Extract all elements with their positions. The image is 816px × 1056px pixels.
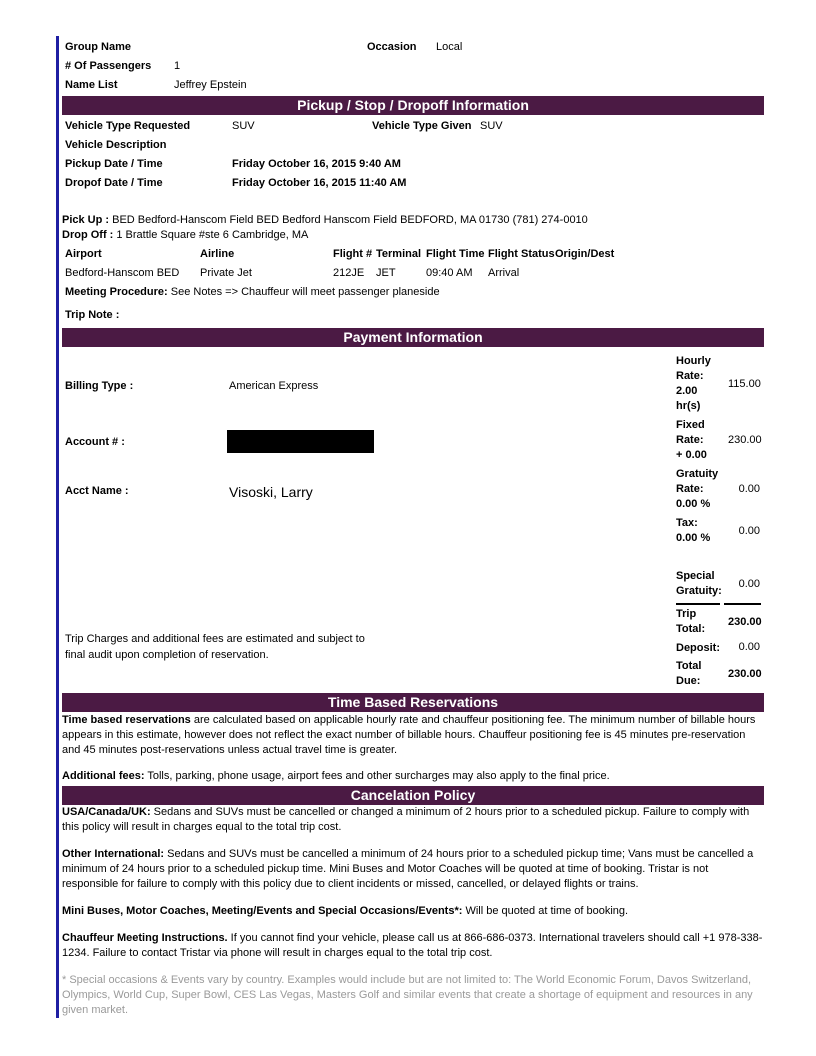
trip-total-value: 230.00 [728,616,762,628]
pick-up-label: Pick Up : [62,214,110,226]
flight-cell-airline: Private Jet [200,267,252,279]
vehicle-given-value: SUV [480,120,503,132]
special-gratuity-label: Special Gratuity: [676,570,722,597]
flight-header-airport: Airport [65,248,102,260]
vehicle-requested-label: Vehicle Type Requested [65,120,191,132]
drop-off-address [62,228,308,242]
flight-header-terminal: Terminal [376,248,422,260]
total-divider-left [676,603,720,605]
tax-label: Tax: 0.00 % [676,517,711,544]
additional-fees-paragraph: Additional fees: Tolls, parking, phone usage, airport fees and other surcharges may also apply to the final price. [62,770,610,782]
pickup-section-header: Pickup / Stop / Dropoff Information [62,96,764,115]
dropoff-datetime-label: Dropof Date / Time [65,177,163,189]
pickup-datetime-value: Friday October 16, 2015 9:40 AM [232,158,401,170]
tax-value: 0.00 [738,525,760,537]
dropoff-datetime-value: Friday October 16, 2015 11:40 AM [232,177,407,189]
flight-cell-flight-time: 09:40 AM [426,267,473,279]
meeting-procedure-value: See Notes => Chauffeur will meet passenger planeside [167,286,440,298]
trip-note-label: Trip Note : [65,309,120,321]
pick-up-address [62,213,588,227]
drop-off-label: Drop Off : [62,229,114,241]
special-gratuity-value: 0.00 [738,578,760,590]
gratuity-rate-value: 0.00 [738,483,760,495]
passengers-label: # Of Passengers [65,60,152,72]
flight-cell-airport: Bedford-Hanscom BED [65,267,180,279]
disclaimer-line-2: final audit upon completion of reservation. [65,649,269,661]
vehicle-requested-value: SUV [232,120,255,132]
deposit-value: 0.00 [738,641,760,653]
flight-cell-flight-status: Arrival [488,267,520,279]
occasion-value: Local [436,41,463,53]
hourly-rate-label: Hourly Rate: 2.00 hr(s) [676,355,711,412]
flight-header-flight-number: Flight # [333,248,373,260]
total-divider-right [724,603,761,605]
disclaimer-line-1: Trip Charges and additional fees are estimated and subject to [65,633,365,645]
deposit-label: Deposit: [676,642,720,654]
vehicle-given-label: Vehicle Type Given [372,120,472,132]
group-name-label: Group Name [65,41,132,53]
hourly-rate-value: 115.00 [728,378,761,390]
occasion-label: Occasion [367,41,417,53]
meeting-procedure [65,285,440,299]
total-due-value: 230.00 [728,668,762,680]
flight-cell-flight-number: 212JE [333,267,365,279]
pickup-datetime-label: Pickup Date / Time [65,158,163,170]
time-based-section-header: Time Based Reservations [62,693,764,712]
name-list-value: Jeffrey Epstein [174,79,247,91]
flight-header-airline: Airline [200,248,235,260]
payment-section-header: Payment Information [62,328,764,347]
billing-type-value: American Express [229,380,319,392]
total-due-label: Total Due: [676,660,702,687]
chauffeur-meeting-paragraph: Chauffeur Meeting Instructions. If you cannot find your vehicle, please call us at 866-686-0373. International travelers should call +1 978-338-1234. Failure to contact Tristar via phone will result in charges equal to the total trip cost. [62,932,763,959]
flight-header-flight-status: Flight Status [488,248,555,260]
flight-header-flight-time: Flight Time [426,248,485,260]
fixed-rate-value: 230.00 [728,434,762,446]
vehicle-description-label: Vehicle Description [65,139,167,151]
pick-up-value: BED Bedford-Hanscom Field BED Bedford Hanscom Field BEDFORD, MA 01730 (781) 274-0010 [109,214,588,226]
passengers-value: 1 [174,60,181,72]
meeting-procedure-label: Meeting Procedure: [65,286,168,298]
fixed-rate-label: Fixed Rate: + 0.00 [676,419,707,461]
special-occasions-footnote: * Special occasions & Events vary by country. Examples would include but are not limited to: The World Economic Forum, Davos Switzerland, Olympics, World Cup, Super Bowl, CES Las Vegas, Masters Golf and similar events that create a shortage of equipment and resources in any given market. [62,974,753,1016]
name-list-label: Name List [65,79,118,91]
mini-buses-paragraph: Mini Buses, Motor Coaches, Meeting/Events and Special Occasions/Events*: Will be quoted at time of booking. [62,905,629,917]
billing-type-label: Billing Type : [65,380,134,392]
acct-name-label: Acct Name : [65,485,129,497]
flight-header-origin-dest: Origin/Dest [555,248,615,260]
flight-cell-terminal: JET [376,267,396,279]
cancelation-section-header: Cancelation Policy [62,786,764,805]
drop-off-value: 1 Brattle Square #ste 6 Cambridge, MA [113,229,309,241]
acct-name-value: Visoski, Larry [229,484,313,500]
usa-canada-uk-paragraph: USA/Canada/UK: Sedans and SUVs must be cancelled or changed a minimum of 2 hours prior to a scheduled pickup. Failure to comply with this policy will result in charges equal to the total trip cost. [62,806,750,833]
gratuity-rate-label: Gratuity Rate: 0.00 % [676,468,719,510]
trip-total-label: Trip Total: [676,608,706,635]
account-number-label: Account # : [65,436,125,448]
time-based-paragraph: Time based reservations are calculated based on applicable hourly rate and chauffeur positioning fee. The minimum number of billable hours appears in this estimate, however does not reflect the exact number of billable hours. Chauffeur positioning fee is 45 minutes pre-reservation and 45 minutes post-reservations unless actual travel time is greater. [62,714,756,756]
other-international-paragraph: Other International: Sedans and SUVs must be cancelled a minimum of 24 hours prior to a scheduled pickup time; Vans must be cancelled a minimum of 24 hours prior to a scheduled pickup time. Mini Buses and Motor Coaches will be quoted at time of booking. Tristar is not responsible for failure to comply with this policy due to client incidents or missed, cancelled, or delayed flights or trains. [62,848,754,890]
account-number-redaction [227,430,374,453]
reservation-page [56,36,764,1018]
